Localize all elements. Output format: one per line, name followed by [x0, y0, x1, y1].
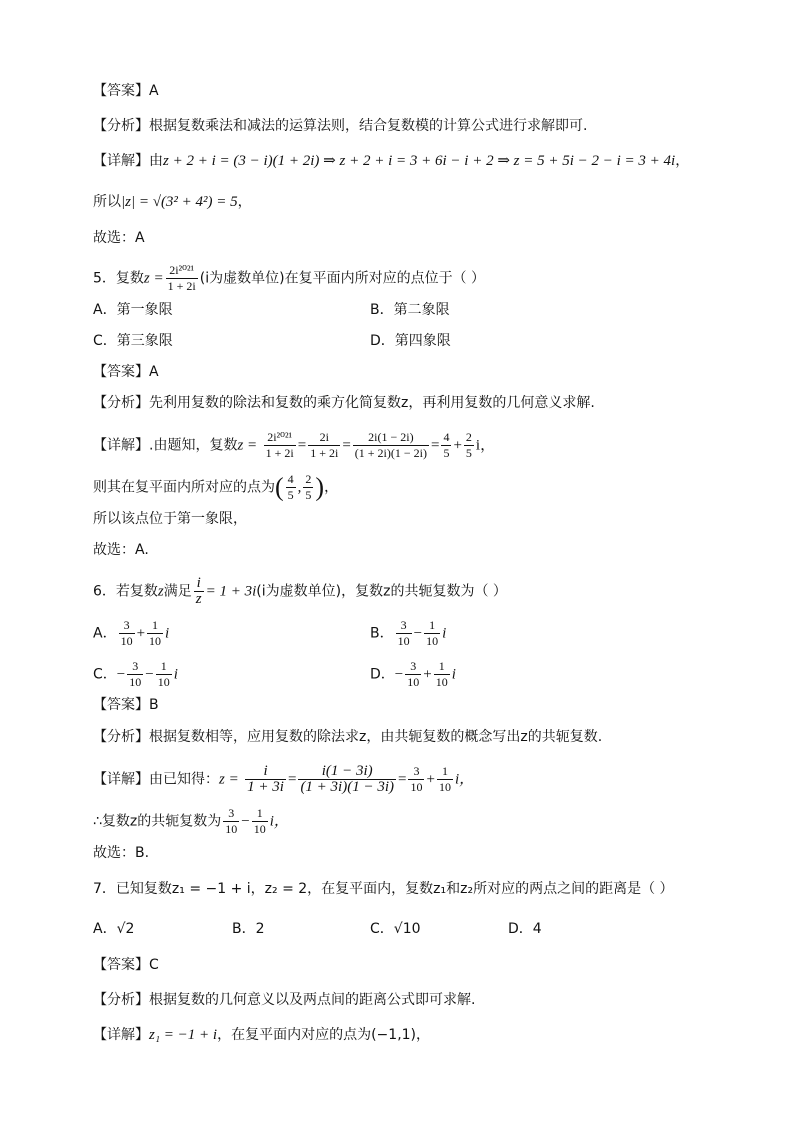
q5-option-c: C．第三象限	[93, 333, 173, 349]
detail-prefix: 由	[149, 153, 163, 169]
q7-option-d: D．4	[508, 921, 542, 937]
frac-num: 3	[408, 764, 424, 780]
conj-tail: i，	[269, 813, 289, 830]
q7-option-a: A．√2	[93, 921, 135, 937]
frac-num: 4	[443, 430, 450, 444]
stem-z: z	[157, 583, 164, 600]
option-op: −	[145, 666, 154, 683]
option-tail: i	[442, 625, 447, 642]
frac-num: i	[194, 576, 204, 592]
fraction	[464, 430, 474, 461]
detail-math: z₁ = −1 + i	[149, 1027, 218, 1043]
q7-option-b: B．2	[232, 921, 265, 937]
q4-choice: 故选：A	[93, 230, 145, 246]
frac-num: 3	[223, 806, 239, 822]
stem-z: z =	[143, 270, 164, 287]
q4-answer: 【答案】A	[93, 83, 159, 99]
q5-option-d: D．第四象限	[370, 333, 451, 349]
detail-tail: i，	[475, 437, 496, 454]
fraction	[308, 430, 340, 461]
q7-stem: 7．已知复数z₁ = −1 + i，z₂ = 2，在复平面内，复数z₁和z₂所对应的两点之间的距离是（ ）	[93, 881, 674, 897]
option-sign: −	[394, 666, 404, 683]
frac-num: 2	[465, 430, 472, 444]
detail-rest: ，在复平面内对应的点为(−1,1)，	[217, 1027, 431, 1043]
detail-z: z =	[219, 771, 239, 788]
q7-option-c: C．√10	[370, 921, 421, 937]
q4-detail	[93, 151, 689, 171]
frac-den: 1 + 2i	[167, 279, 196, 293]
frac-num: 1	[156, 659, 172, 675]
detail-label: 【详解】	[93, 771, 149, 788]
q6-stem	[93, 576, 507, 607]
frac-num: 2i	[308, 430, 340, 446]
frac-den: (1 + 3i)(1 − 3i)	[300, 779, 394, 795]
frac-den: 5	[305, 488, 312, 502]
point-end: ，	[324, 479, 339, 496]
frac-num: 3	[396, 618, 412, 634]
fraction	[298, 764, 396, 795]
detail-prefix: 由已知得：	[149, 771, 219, 788]
q5-stem	[93, 263, 485, 294]
fraction	[408, 764, 424, 795]
detail-label: 【详解】	[93, 153, 149, 169]
stem-prefix: 6．若复数	[93, 583, 158, 600]
frac-den: 5	[287, 488, 294, 502]
q5-quadrant: 所以该点位于第一象限，	[93, 511, 247, 527]
frac-num: 1	[434, 659, 450, 675]
frac-num: 3	[119, 618, 135, 634]
stem-eq: = 1 + 3i	[205, 583, 257, 600]
frac-den: 1 + 2i	[265, 446, 294, 460]
q5-answer: 【答案】A	[93, 364, 159, 380]
q4-modulus	[93, 192, 252, 212]
frac-den: 10	[253, 822, 266, 836]
mod-math: |z| = √(3² + 4²) = 5	[121, 194, 238, 210]
q6-option-b	[370, 618, 446, 649]
q5-detail: 【详解】.由题知，复数z = $\frac{\text{2i²⁰²¹}}{1 + 2i}$ = $\frac{2i}{1 + 2i}$ = $\frac{2i(1 - 2i)}{(1 + 2i)(1 - 2i)}$ = $\frac{4}{5}$ + $\frac{2}{5}$ i，	[93, 430, 496, 460]
fraction	[434, 659, 450, 690]
fraction	[441, 430, 451, 461]
frac-den: 5	[465, 446, 472, 460]
q7-analysis: 【分析】根据复数的几何意义以及两点间的距离公式即可求解.	[93, 992, 476, 1008]
frac-num: 2i(1 − 2i)	[353, 430, 429, 446]
frac-den: 10	[407, 675, 420, 689]
frac-den: 10	[149, 634, 162, 648]
fraction	[156, 659, 172, 690]
detail-label: 【详解】	[93, 1027, 149, 1043]
frac-num: 1	[437, 764, 453, 780]
frac-num: 2i²⁰²¹	[264, 430, 296, 446]
option-label: C．	[93, 666, 117, 683]
q7-detail	[93, 1025, 430, 1045]
fraction	[405, 659, 421, 690]
q7-answer: 【答案】C	[93, 957, 159, 973]
mod-prefix: 所以	[93, 194, 121, 210]
frac-den: 10	[438, 780, 451, 794]
q6-conjugate: ∴复数z的共轭复数为 $\frac{3}{10}$ − $\frac{1}{10}$ i，	[93, 806, 289, 836]
detail-tail: i，	[454, 771, 475, 788]
fraction	[147, 618, 163, 649]
stem-fraction	[194, 576, 204, 607]
frac-num: 1	[252, 806, 268, 822]
frac-den: 10	[157, 675, 170, 689]
detail-math: z + 2 + i = (3 − i)(1 + 2i) ⇒ z + 2 + i = 3 + 6i − i + 2 ⇒ z = 5 + 5i − 2 − i = 3 + 4i	[163, 153, 676, 169]
frac-den: 10	[397, 634, 410, 648]
mod-end: ，	[237, 194, 252, 210]
stem-rest: (i为虚数单位)在复平面内所对应的点位于（ ）	[199, 270, 486, 287]
option-label: A．	[93, 625, 117, 642]
fraction	[437, 764, 453, 795]
option-tail: i	[451, 666, 456, 683]
q5-choice: 故选：A.	[93, 542, 149, 558]
fraction	[223, 806, 239, 837]
q6-option-d	[370, 659, 456, 690]
frac-den: 10	[435, 675, 448, 689]
fraction	[127, 659, 143, 690]
detail-label: 【详解】	[93, 437, 149, 454]
q6-analysis: 【分析】根据复数相等，应用复数的除法求z，由共轭复数的概念写出z的共轭复数.	[93, 729, 603, 745]
conj-prefix: ∴复数z的共轭复数为	[93, 813, 222, 830]
fraction	[424, 618, 440, 649]
detail-z: z =	[237, 437, 258, 454]
stem-prefix: 5．复数	[93, 270, 144, 287]
q5-option-a: A．第一象限	[93, 302, 173, 318]
frac-num: 1	[147, 618, 163, 634]
q5-option-b: B．第二象限	[370, 302, 450, 318]
detail-end: ，	[675, 153, 690, 169]
frac-num: i(1 − 3i)	[298, 764, 396, 780]
stem-mid: 满足	[163, 583, 192, 600]
frac-den: 10	[129, 675, 142, 689]
option-tail: i	[165, 625, 170, 642]
fraction	[252, 806, 268, 837]
frac-num: 3	[405, 659, 421, 675]
q6-choice: 故选：B.	[93, 845, 150, 861]
frac-den: 1 + 2i	[310, 446, 339, 460]
option-label: D．	[370, 666, 395, 683]
option-tail: i	[173, 666, 178, 683]
stem-rest: (i为虚数单位)，复数z的共轭复数为（ ）	[256, 583, 507, 600]
fraction	[264, 430, 296, 461]
frac-num: 4	[287, 472, 294, 486]
q4-analysis: 【分析】根据复数乘法和减法的运算法则，结合复数模的计算公式进行求解即可.	[93, 118, 588, 134]
frac-den: 10	[120, 634, 133, 648]
option-op: +	[136, 625, 146, 642]
q5-analysis: 【分析】先利用复数的除法和复数的乘方化简复数z，再利用复数的几何意义求解.	[93, 395, 595, 411]
q5-point: 则其在复平面内所对应的点为( $\frac{4}{5}$ , $\frac{2}{5}$ )，	[93, 472, 339, 502]
frac-num: 1	[424, 618, 440, 634]
q6-option-c	[93, 659, 178, 690]
frac-den: 10	[410, 780, 423, 794]
frac-den: 10	[225, 822, 238, 836]
frac-den: (1 + 2i)(1 − 2i)	[354, 446, 427, 460]
frac-num: 3	[127, 659, 143, 675]
frac-num: 2i²⁰²¹	[166, 263, 198, 279]
option-label: B．	[370, 625, 394, 642]
frac-den: 10	[426, 634, 439, 648]
q6-detail: 【详解】由已知得：z = $\frac{i}{1 + 3i}$ = $\frac{i(1 - 3i)}{(1 + 3i)(1 - 3i)}$ = $\frac{3}{10}$ + $\frac{1}{10}$ i，	[93, 763, 475, 795]
q6-option-a	[93, 618, 169, 649]
frac-den: 1 + 3i	[247, 779, 284, 795]
frac-num: i	[245, 764, 286, 780]
fraction	[119, 618, 135, 649]
point-prefix: 则其在复平面内所对应的点为	[93, 479, 275, 496]
q6-answer: 【答案】B	[93, 697, 159, 713]
fraction	[353, 430, 429, 461]
fraction	[396, 618, 412, 649]
option-op: +	[423, 666, 432, 683]
option-sign: −	[116, 666, 126, 683]
point-x	[286, 472, 296, 503]
frac-num: 2	[305, 472, 312, 486]
frac-den: 5	[443, 446, 450, 460]
fraction	[245, 764, 286, 795]
point-y	[303, 472, 313, 503]
stem-fraction	[166, 263, 198, 294]
frac-den: z	[195, 591, 202, 607]
detail-prefix: .由题知，复数	[149, 437, 238, 454]
option-op: −	[413, 625, 423, 642]
